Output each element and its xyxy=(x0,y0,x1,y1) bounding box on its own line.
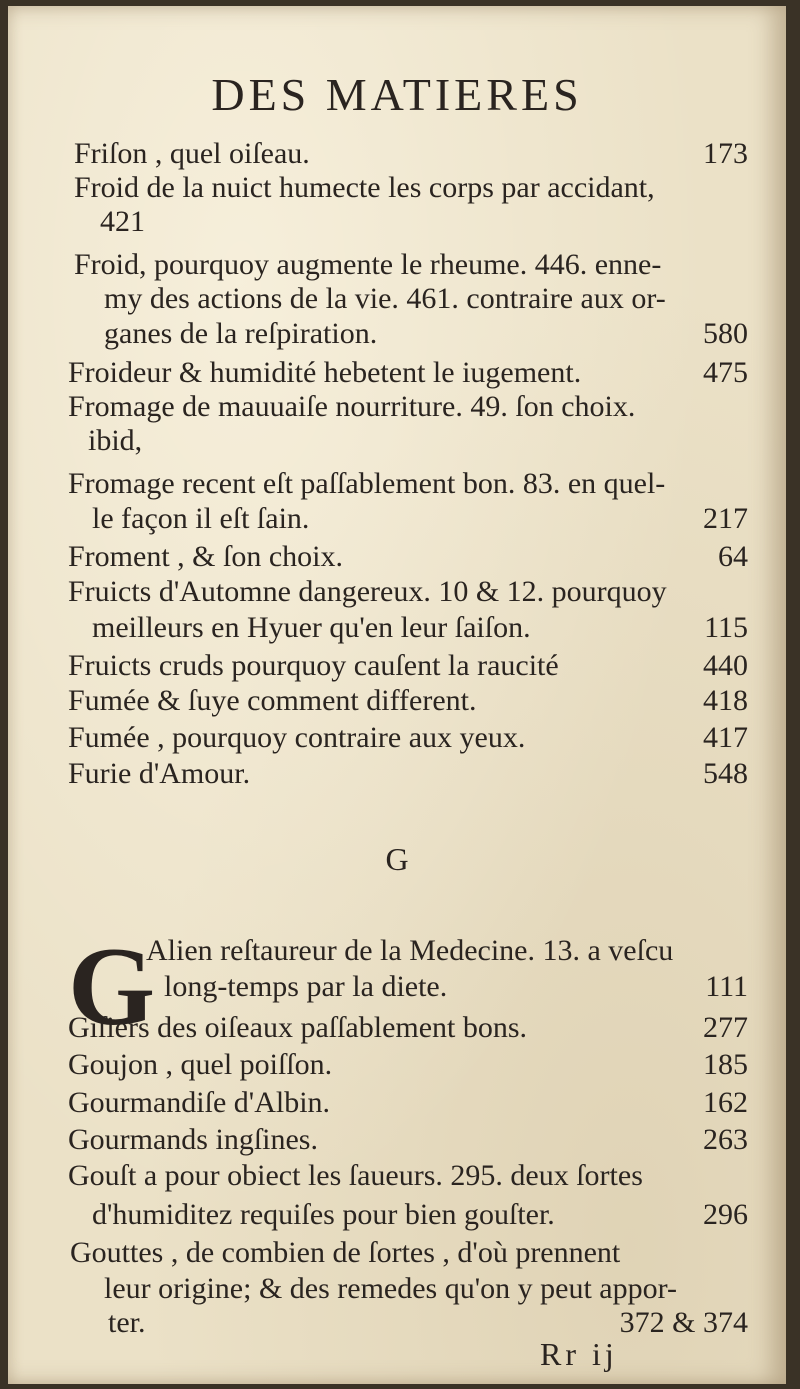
index-entry: Gourmands ingſines. 263 xyxy=(68,1123,748,1156)
index-entry: Froideur & humidité hebetent le iugement. 475 xyxy=(68,356,748,389)
index-entry: Fumée & ſuye comment different. 418 xyxy=(68,684,748,717)
index-entry: Gourmandiſe d'Albin. 162 xyxy=(68,1086,748,1119)
index-entry: ganes de la reſpiration. 580 xyxy=(104,317,748,350)
index-entry: le façon il eſt ſain. 217 xyxy=(92,502,748,535)
index-entry: long-temps par la diete. 111 xyxy=(164,970,748,1003)
index-entry: Froid de la nuict humecte les corps par accidant, xyxy=(74,171,655,204)
index-entry: Furie d'Amour. 548 xyxy=(68,757,748,790)
index-entry: Friſon , quel oiſeau. 173 xyxy=(74,137,748,170)
index-entry: Fumée , pourquoy contraire aux yeux. 417 xyxy=(68,721,748,754)
index-entry: Froment , & ſon choix. 64 xyxy=(68,540,748,573)
signature-mark: Rr ij xyxy=(540,1336,618,1372)
index-entry: ibid, xyxy=(88,424,143,457)
index-entry: Fromage recent eſt paſſablement bon. 83. en quel- xyxy=(68,467,666,500)
index-entry: Alien reſtaureur de la Medecine. 13. a veſcu xyxy=(146,934,674,967)
index-entry: meilleurs en Hyuer qu'en leur ſaiſon. 115 xyxy=(92,611,748,644)
index-entry: Gouſt a pour obiect les ſaueurs. 295. deux ſortes xyxy=(68,1159,643,1192)
index-entry: leur origine; & des remedes qu'on y peut appor- xyxy=(104,1272,677,1305)
index-entry: d'humiditez requiſes pour bien gouſter. 296 xyxy=(92,1198,748,1231)
index-entry: Gouttes , de combien de ſortes , d'où prennent xyxy=(70,1236,621,1269)
index-entry: Giſiers des oiſeaux paſſablement bons. 277 xyxy=(68,1011,748,1044)
index-entry: Fromage de mauuaiſe nourriture. 49. ſon choix. xyxy=(68,390,636,423)
index-entry: Fruicts d'Automne dangereux. 10 & 12. pourquoy xyxy=(68,575,667,608)
index-entry: Goujon , quel poiſſon. 185 xyxy=(68,1048,748,1081)
index-entry: Fruicts cruds pourquoy cauſent la raucité 440 xyxy=(68,649,748,682)
page-header: DES MATIERES xyxy=(211,69,583,120)
section-letter: G xyxy=(385,841,409,877)
index-entry: ter. 372 & 374 xyxy=(108,1306,748,1339)
index-entry: my des actions de la vie. 461. contraire aux or- xyxy=(104,282,666,315)
book-page xyxy=(8,6,786,1384)
index-entry: Froid, pourquoy augmente le rheume. 446. enne- xyxy=(74,248,662,281)
index-entry: 421 xyxy=(100,205,145,238)
drop-cap: G xyxy=(68,925,156,1049)
